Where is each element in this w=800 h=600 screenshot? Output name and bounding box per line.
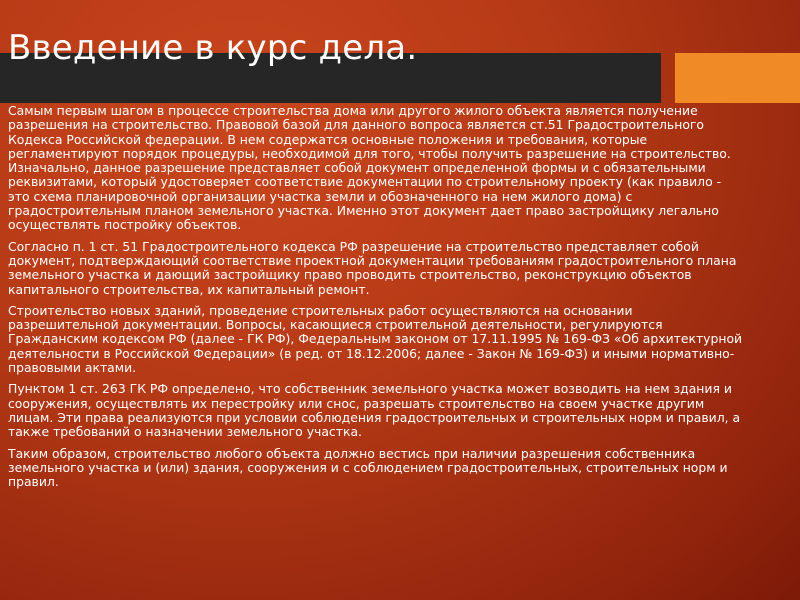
paragraph-1: Самым первым шагом в процессе строительства дома или другого жилого объекта является получение разрешения на строительство. Правовой базой для данного вопроса является ст.51 Градостроительного Кодекса Российской федерации. В нем содержатся основные положения и требования, которые регламентируют порядок процедуры, необходимой для того, чтобы получить разрешение на строительство. Изначально, данное разрешение представляет собой документ определенной формы и с обязательными реквизитами, который удостоверяет соответствие документации по строительному проекту (как правило - это схема планировочной организации участка земли и обозначенного на нем жилого дома) с градостроительным планом земельного участка. Именно этот документ дает право застройщику легально осуществлять постройку объектов. (8, 103, 731, 233)
slide-title: Введение в курс дела. (8, 28, 418, 68)
accent-block (675, 53, 800, 103)
paragraph-5: Таким образом, строительство любого объекта должно вестись при наличии разрешения собственника земельного участка и (или) здания, сооружения и с соблюдением градостроительных, строительных норм и правил. (8, 445, 728, 490)
paragraph-3: Строительство новых зданий, проведение строительных работ осуществляются на основании разрешительной документации. Вопросы, касающиеся строительной деятельности, регулируются Гражданским кодексом РФ (далее - ГК РФ), Федеральным законом от 17.11.1995 № 169-ФЗ «Об архитектурной деятельности в Российской Федерации» (в ред. от 18.12.2006; далее - Закон № 169-ФЗ) и иными нормативно-правовыми актами. (8, 302, 743, 376)
paragraph-4: Пунктом 1 ст. 263 ГК РФ определено, что собственник земельного участка может возводить на нем здания и сооружения, осуществлять их перестройку или снос, разрешать строительство на своем участке другим лицам. Эти права реализуются при условии соблюдения градостроительных и строительных норм и правил, а также требований о назначении земельного участка. (8, 381, 741, 440)
slide-body (8, 104, 743, 496)
paragraph-2: Согласно п. 1 ст. 51 Градостроительного кодекса РФ разрешение на строительство представляет собой документ, подтверждающий соответствие проектной документации требованиям градостроительного плана земельного участка и дающий застройщику право проводить строительство, реконструкцию объектов капитального строительства, их капитальный ремонт. (8, 238, 737, 297)
